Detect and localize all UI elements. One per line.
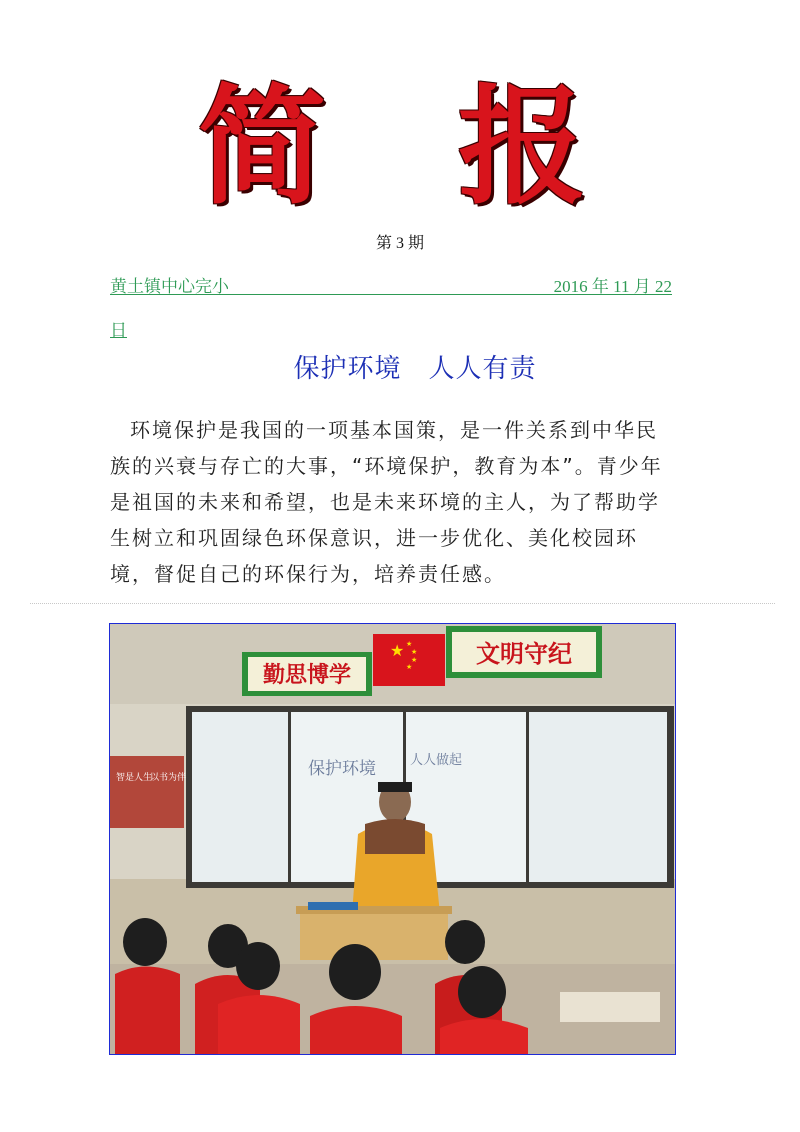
masthead xyxy=(0,72,800,222)
svg-text:★: ★ xyxy=(411,648,418,656)
article-body: 环境保护是我国的一项基本国策，是一件关系到中华民族的兴衰与存亡的大事，“环境保护，教育为本”。青少年是祖国的未来和希望，也是未来环境的主人，为了帮助学生树立和巩固绿色环保意识，进一步优化、美化校园环境，督促自己的环保行为，培养责任感。 xyxy=(110,418,663,586)
board-text-2: 人人做起 xyxy=(410,753,463,768)
svg-text:★: ★ xyxy=(406,640,413,648)
podium xyxy=(296,902,452,960)
dotted-divider xyxy=(30,603,775,604)
board-text-1: 保护环境 xyxy=(308,759,376,779)
banner-right xyxy=(446,626,602,678)
organization-name: 黄土镇中心完小 xyxy=(110,277,229,296)
side-sign-b: 以书为伴 xyxy=(150,773,187,783)
banner-left-text: 勤思博学 xyxy=(262,663,352,688)
publish-date: 2016 年 11 月 22 xyxy=(553,277,672,296)
publish-date-tail: 日 xyxy=(110,321,127,340)
issue-number: 第 3 期 xyxy=(375,235,424,252)
side-signs xyxy=(110,756,186,828)
masthead-char-2: 报 xyxy=(458,72,587,222)
side-sign-a: 智是人生 xyxy=(116,773,153,783)
svg-text:★: ★ xyxy=(406,663,413,671)
svg-text:★: ★ xyxy=(411,656,418,664)
banner-left xyxy=(242,652,372,696)
classroom-photo xyxy=(109,623,676,1055)
svg-text:★: ★ xyxy=(390,641,405,660)
banner-right-text: 文明守纪 xyxy=(476,640,572,668)
org-date-line xyxy=(110,272,672,295)
article-headline: 保护环境 人人有责 xyxy=(293,354,537,384)
flag xyxy=(373,634,445,686)
masthead-char-1: 简 xyxy=(198,72,327,222)
